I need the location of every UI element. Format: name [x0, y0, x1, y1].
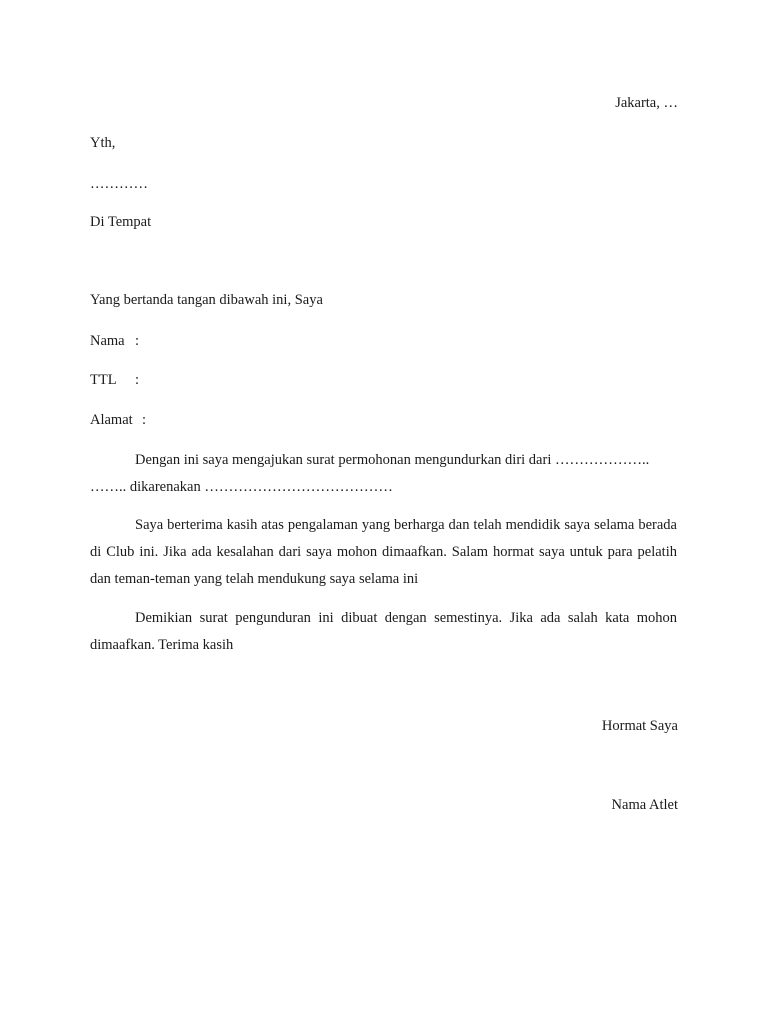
closing: Hormat Saya [601, 718, 678, 734]
paragraph-3 [90, 605, 677, 659]
paragraph-2 [90, 512, 677, 593]
signatory-name: Nama Atlet [611, 797, 678, 813]
paragraph-3-text: Demikian surat pengunduran ini dibuat dengan semestinya. Jika ada salah kata mohon dimaafkan. Terima kasih [90, 610, 677, 653]
field-alamat-separator: : [142, 412, 147, 428]
field-ttl-separator: : [135, 372, 140, 388]
paragraph-2-text: Saya berterima kasih atas pengalaman yang berharga dan telah mendidik saya selama berada di Club ini. Jika ada kesalahan dari saya mohon dimaafkan. Salam hormat saya untuk para pelatih dan teman-teman yang telah mendukung saya selama ini [90, 517, 677, 587]
field-nama-separator: : [135, 333, 140, 349]
field-ttl-label: TTL [90, 372, 117, 388]
paragraph-1 [90, 447, 677, 501]
field-ttl [90, 371, 139, 389]
recipient-location: Di Tempat [90, 214, 152, 230]
field-nama-label: Nama [90, 333, 125, 349]
recipient-salutation: Yth, [90, 135, 116, 151]
field-nama [90, 332, 139, 350]
paragraph-1-line-2: …….. dikarenakan ………………………………… [90, 479, 393, 495]
recipient-name: ………… [90, 176, 148, 192]
field-alamat [90, 411, 146, 429]
intro-text: Yang bertanda tangan dibawah ini, Saya [90, 292, 323, 308]
field-alamat-label: Alamat [90, 412, 133, 428]
paragraph-1-line-1: Dengan ini saya mengajukan surat permohonan mengundurkan diri dari ……………….. [135, 452, 650, 468]
place-date: Jakarta, … [615, 95, 678, 111]
